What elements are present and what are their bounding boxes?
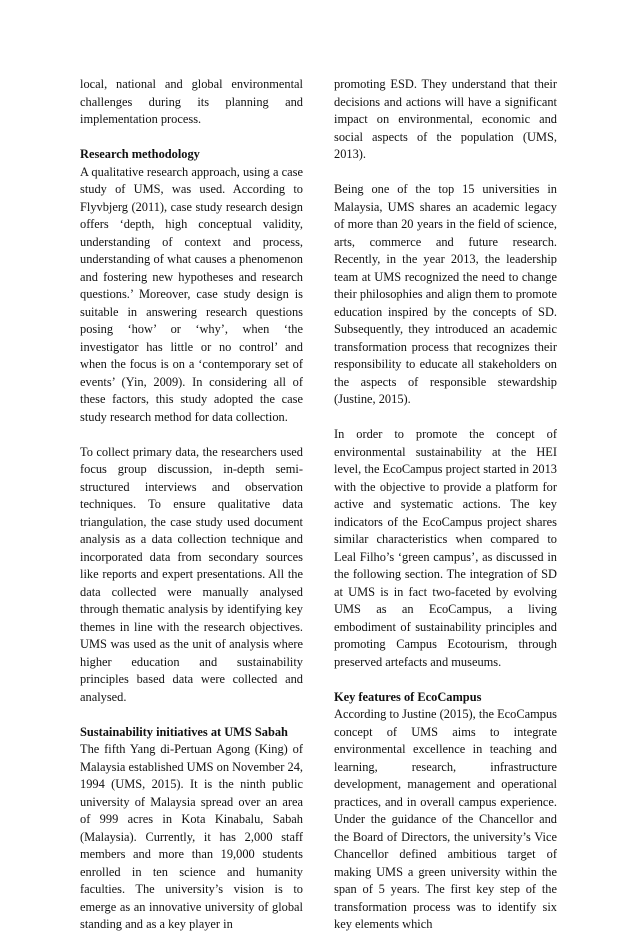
paragraph-primary-data: To collect primary data, the researchers used focus group discussion, in-depth semi-structured interviews and observation techniques. To ensure qualitative data triangulation, the case study used document analysis as a data collection technique and incorporated data from secondary sources like reports and expert presentations. All the data collected were manually analysed through thematic analysis by identifying key themes in line with the research objectives. UMS was used as the unit of analysis where higher education and sustainability principles based data were collected and analysed. — [80, 444, 303, 704]
left-column — [80, 76, 303, 934]
heading-sustainability-initiatives: Sustainability initiatives at UMS Sabah — [80, 724, 288, 739]
paragraph-ecocampus-concept: According to Justine (2015), the EcoCampus concept of UMS aims to integrate environmental excellence in teaching and learning, research, infrastructure development, management and operational practices, and in overall campus experience. Under the guidance of the Chancellor and the Board of Directors, the university’s Vice Chancellor defined ambitious target of making UMS a green university within the span of 5 years. The first key step of the transformation process was to identify six key elements which — [334, 707, 557, 931]
heading-research-methodology: Research methodology — [80, 147, 200, 161]
paragraph-qualitative-approach: A qualitative research approach, using a case study of UMS, was used. According to Flyvbjerg (2011), case study research design offers ‘depth, high conceptual validity, understanding of context and process, understanding of what causes a phenomenon and fostering new hypotheses and research questions.’ Moreover, case study design is suitable in answering research questions posing ‘how’ or ‘why’, when ‘the investigator has little or no control’ and when the focus is on a ‘contemporary set of events’ (Yin, 2009). In considering all of these factors, this study adopted the case study research method for data collection. — [80, 164, 303, 424]
paragraph-ums-establishment: The fifth Yang di-Pertuan Agong (King) of Malaysia established UMS on November 24, 1994 (UMS, 2015). It is the ninth public university of Malaysia spread over an area of 999 acres in Kota Kinabalu, Sabah (Malaysia). Currently, it has 2,000 staff members and more than 19,000 students enrolled in ten science and humanity faculties. The university’s vision is to emerge as an innovative university of global standing and as a key player in — [80, 742, 303, 931]
paragraph-gap — [334, 671, 557, 689]
paragraph-top-universities: Being one of the top 15 universities in Malaysia, UMS shares an academic legacy of more than 20 years in the field of science, arts, commerce and future research. Recently, in the year 2013, the leadership team at UMS recognized the need to change their philosophies and align them to promote education inspired by the concepts of SD. Subsequently, they introduced an academic transformation process that recognizes their responsibility to educate all stakeholders on the aspects of responsible stewardship (Justine, 2015). — [334, 182, 557, 406]
right-column — [334, 76, 557, 934]
paragraph-gap — [80, 426, 303, 444]
heading-key-features: Key features of EcoCampus — [334, 689, 482, 704]
paragraph-gap — [80, 129, 303, 147]
paragraph-gap — [334, 409, 557, 427]
paragraph-ecocampus-project: In order to promote the concept of environmental sustainability at the HEI level, the EcoCampus project started in 2013 with the objective to provide a platform for active and systematic actions. The key indicators of the EcoCampus project shares similar characteristics when compared to Leal Filho’s ‘green campus’, as discussed in the following section. The integration of SD at UMS is in fact two-faceted by evolving UMS as an EcoCampus, a living embodiment of sustainability principles and promoting Campus Ecotourism, through preserved artefacts and museums. — [334, 427, 557, 669]
paragraph-gap — [334, 164, 557, 182]
paragraph-gap — [80, 706, 303, 724]
paragraph-promoting-esd: promoting ESD. They understand that their decisions and actions will have a significant impact on environmental, economic and social aspects of the population (UMS, 2013). — [334, 77, 557, 161]
paragraph-environmental-challenges: local, national and global environmental challenges during its planning and implementation process. — [80, 77, 303, 126]
